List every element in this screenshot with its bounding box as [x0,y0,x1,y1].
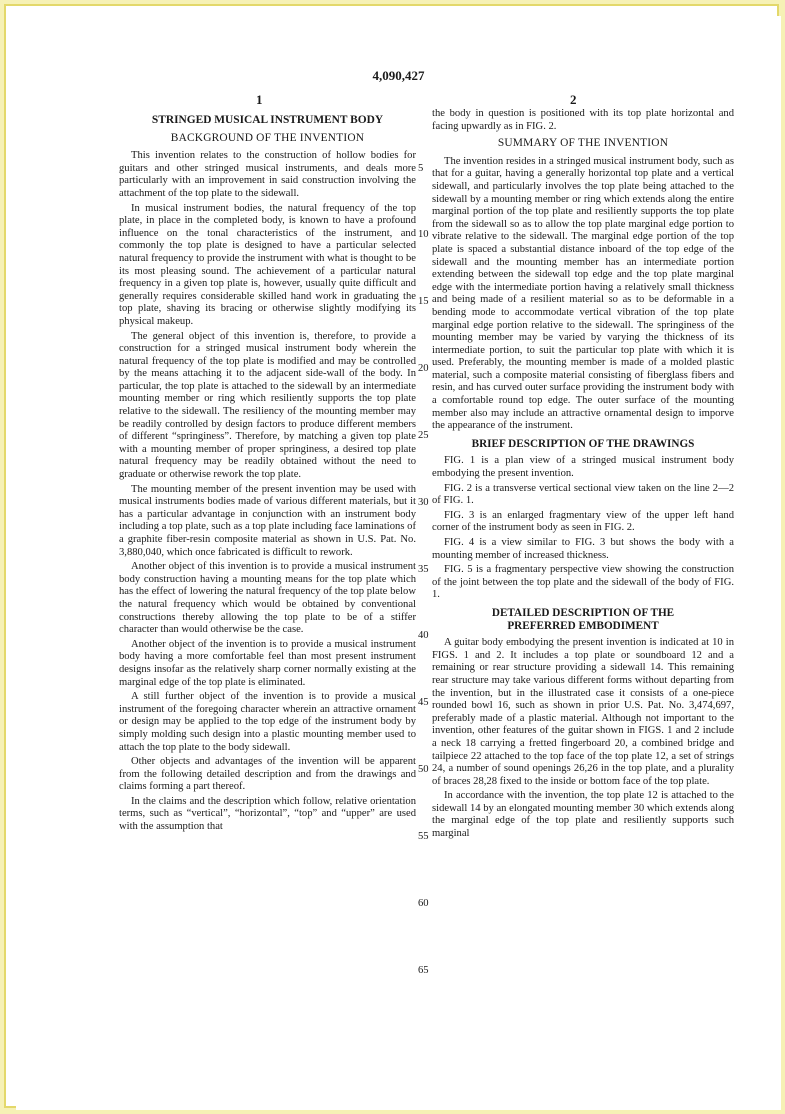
paragraph: In the claims and the description which follow, relative orientation terms, such as “vertical”, “horizontal”, “top” and “upper” are used with the assumption that [119,795,416,833]
paragraph: The mounting member of the present invention may be used with musical instruments bodies made of various different materials, but it has a particular advantage in conjunction with an instrument body including a top plate, such as a top plate including face laminations of a graphite fiber-resin composite material as shown in U.S. Pat. No. 3,880,040, which once fabricated is difficult to rework. [119,483,416,558]
right-column-number: 2 [570,92,577,107]
detailed-heading-line-2: PREFERRED EMBODIMENT [507,619,659,632]
left-column [119,108,416,836]
line-number: 60 [418,898,429,909]
paragraph: Another object of the invention is to provide a musical instrument body having a more comfortable feel than most present instrument designs insofar as the relatively sharp corner normally existing at the marginal edge of the top plate is eliminated. [119,638,416,688]
paragraph: FIG. 4 is a view similar to FIG. 3 but shows the body with a mounting member of increased thickness. [432,537,734,561]
paragraph: the body in question is positioned with its top plate horizontal and facing upwardly as in FIG. 2. [432,108,734,132]
line-number: 5 [418,163,424,174]
paragraph: Another object of this invention is to provide a musical instrument body construction having a mounting means for the top plate which has the effect of lowering the natural frequency of the top plate below the natural frequency which would be obtained by conventional constructions thereby allowing the top plate to be of a stiffer character than would otherwise be the case. [119,561,416,636]
background-heading: BACKGROUND OF THE INVENTION [170,131,365,144]
paragraph: FIG. 5 is a fragmentary perspective view showing the construction of the joint between the top plate and the sidewall of the body of FIG. 1. [432,564,734,601]
line-number: 30 [418,497,429,508]
line-number: 40 [418,630,429,641]
line-number: 65 [418,965,429,976]
line-number: 10 [418,229,429,240]
paragraph: A still further object of the invention is to provide a musical instrument of the foregoing character wherein an attractive ornament or design may be applied to the top edge of the instrument body by simply molding such design into a plastic mounting member used to attach the top plate to the body sidewall. [119,691,416,753]
paragraph: Other objects and advantages of the invention will be apparent from the following detailed description and from the drawings and claims forming a part thereof. [119,756,416,793]
patent-page [16,16,781,1110]
page-frame [4,4,779,1108]
paragraph: FIG. 1 is a plan view of a stringed musical instrument body embodying the present invention. [432,455,734,480]
line-number: 45 [418,697,429,708]
line-number: 55 [418,831,429,842]
drawings-heading: BRIEF DESCRIPTION OF THE DRAWINGS [471,437,695,450]
line-number: 35 [418,564,429,575]
line-number: 50 [418,764,429,775]
paragraph: The invention resides in a stringed musical instrument body, such as that for a guitar, having a generally horizontal top plate and a vertical sidewall, and particularly involves the top plate being attached to the sidewall by a mounting member or ring which extends along the entire marginal portion of the top plate and resiliently supports the top plate from the sidewall so as to allow the top plate marginal edge portion to vibrate relative to the sidewall. The marginal edge portion of the top plate is spaced a substantial distance inboard of the top edge of the sidewall and the mounting member has an intermediate portion extending between the sidewall top edge and the top plate marginal edge with the intermediate portion having a relatively small thickness and being made of a resilient material so as to be deformable in a bending mode to accommodate vertical vibration of the top plate marginal edge portion relative to the sidewall. The springiness of the mounting member may be varied by varying the thickness of its intermediate portion, to suit the particular top plate with which it is used. Preferably, the mounting member is made of a molded plastic material, such a composite material consisting of fiberglass fibers and resin, and has curved outer surface providing the instrument body with a comfortable round top edge. The outer surface of the mounting member also may include an attractive ornamental design to imporve the appearance of the instrument. [432,155,734,432]
paragraph: FIG. 2 is a transverse vertical sectional view taken on the line 2—2 of FIG. 1. [432,482,734,507]
paragraph: This invention relates to the construction of hollow bodies for guitars and other stringed musical instruments, and deals more particularly with an improvement in said construction involving the attachment of the top plate to the sidewall. [119,150,416,199]
line-number: 20 [418,363,429,374]
paragraph: The general object of this invention is, therefore, to provide a construction for a stringed musical instrument body wherein the natural frequency of the top plate is modified and may be controlled by the means attaching it to the adjacent side-wall of the body. In particular, the top plate is attached to the sidewall by an intermediate mounting member or ring which resiliently supports the top plate relative to the sidewall. The resiliency of the mounting member may be readily controlled by design factors to produce different members of different “springiness”. Therefore, by matching a given top plate with a mounting member of proper springiness, a desired top plate natural frequency may be readily obtained without the need to graduate or otherwise rework the top plate. [119,330,416,481]
paragraph: A guitar body embodying the present invention is indicated at 10 in FIGS. 1 and 2. It includes a top plate or soundboard 12 and a remaining or rear structure providing a sidewall 14. This remaining rear structure may take various different forms without departing from the invention, but in the illustrated case it consists of a one-piece rounded bowl 16, such as shown in prior U.S. Pat. No. 3,474,697, preferably made of a plastic material. Although not important to the invention, other features of the guitar shown in FIGS. 1 and 2 include a neck 18 carrying a fretted fingerboard 20, a combined bridge and tailpiece 22 attached to the top face of the top plate 12, a set of strings 24, a number of sound openings 26,26 in the top plate, and a plurality of braces 28,28 fixed to the inside or bottom face of the top plate. [432,637,734,787]
summary-heading: SUMMARY OF THE INVENTION [497,137,669,150]
line-number: 25 [418,430,429,441]
right-column [432,108,734,843]
document-title: STRINGED MUSICAL INSTRUMENT BODY [151,114,384,126]
paragraph: FIG. 3 is an enlarged fragmentary view of the upper left hand corner of the instrument body as seen in FIG. 2. [432,509,734,534]
paragraph: In musical instrument bodies, the natural frequency of the top plate, in place in the completed body, is known to have a profound influence on the tonal characteristics of the instrument, and commonly the top plate is designed to have a particular selected natural frequency to provide the instrument with what is thought to be its most pleasing sound. The achievement of a particular natural frequency in a given top plate is, however, usually quite difficult and generally requires considerable skilled hand work in graduating the top plate, shaving its bracing or otherwise slightly modifying its physical makeup. [119,202,416,327]
patent-number: 4,090,427 [372,68,425,83]
detailed-heading-line-1: DETAILED DESCRIPTION OF THE [491,606,675,619]
line-number: 15 [418,296,429,307]
paragraph: In accordance with the invention, the top plate 12 is attached to the sidewall 14 by an elongated mounting member 30 which extends along the marginal edge of the top plate and resiliently supports such marginal [432,790,734,840]
left-column-number: 1 [256,92,263,107]
